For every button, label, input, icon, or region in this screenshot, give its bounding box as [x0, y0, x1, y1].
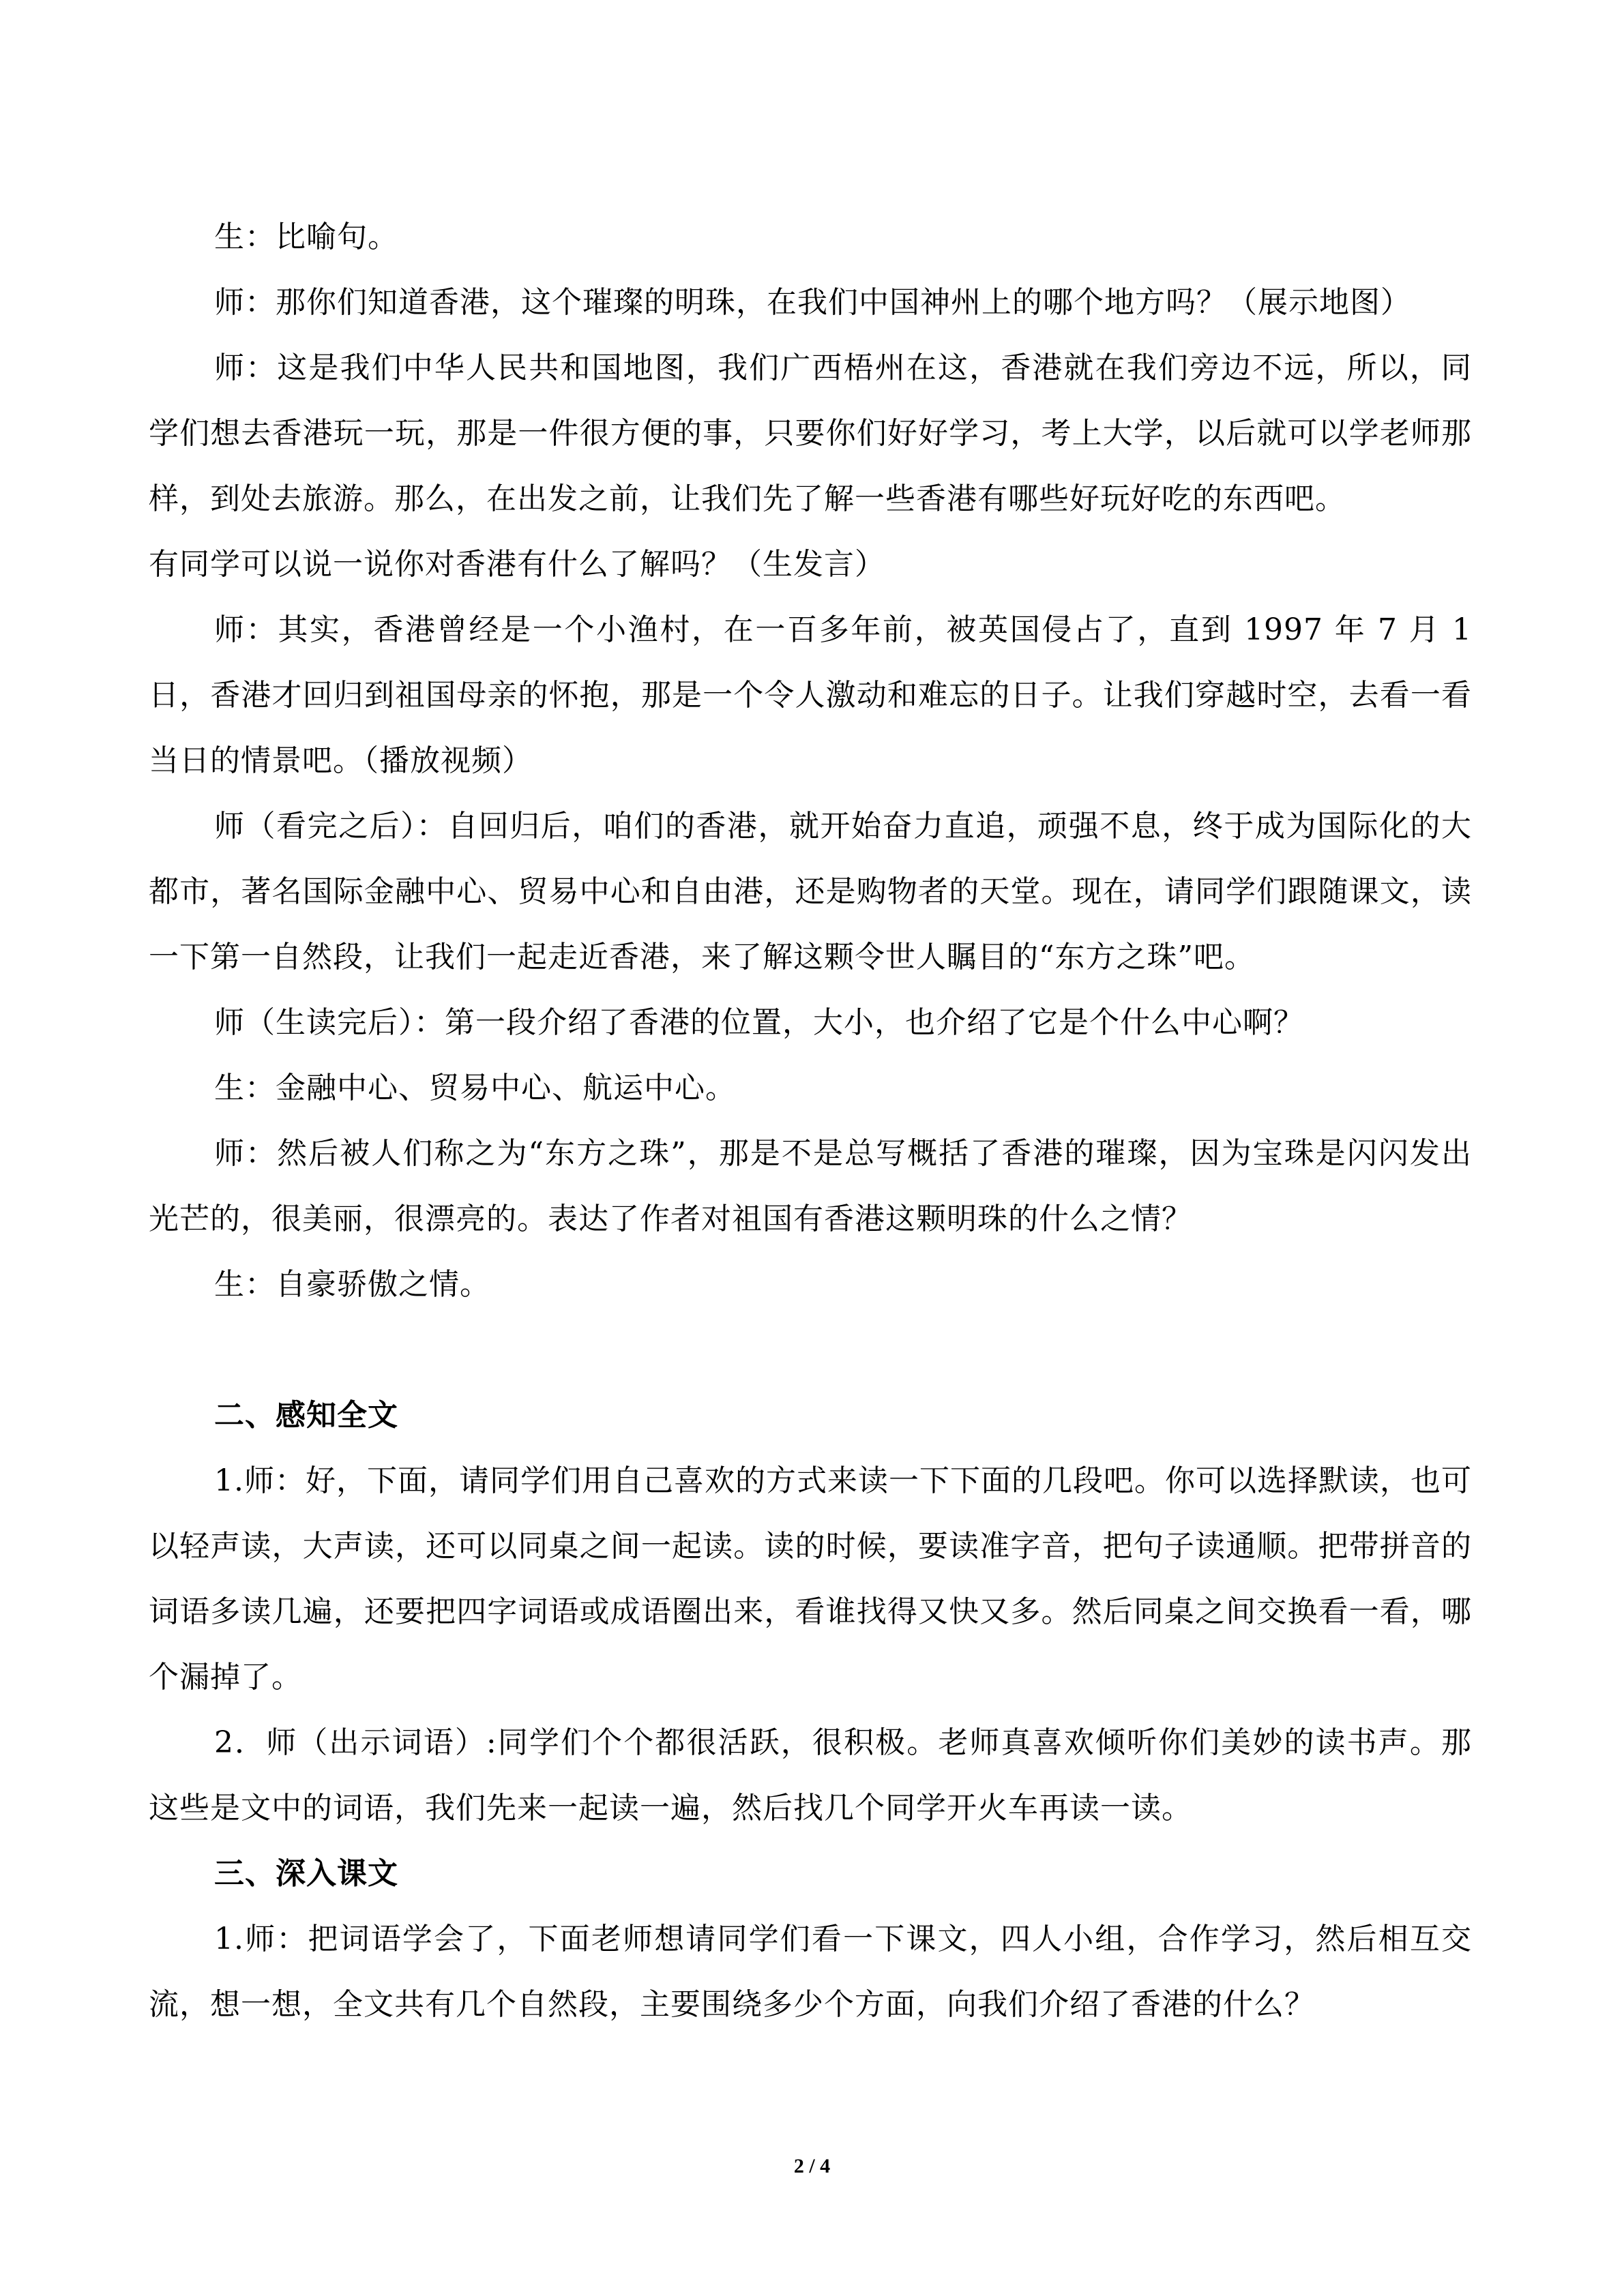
- paragraph: 师：其实，香港曾经是一个小渔村，在一百多年前，被英国侵占了，直到 1997 年 7 月 1 日，香港才回归到祖国母亲的怀抱，那是一个令人激动和难忘的日子。让我们穿越时空，去看一看当日的情景吧。（播放视频）: [149, 612, 1472, 778]
- paragraph: 1.师：好，下面，请同学们用自己喜欢的方式来读一下下面的几段吧。你可以选择默读，也可以轻声读，大声读，还可以同桌之间一起读。读的时候，要读准字音，把句子读通顺。把带拼音的词语多读几遍，还要把四字词语或成语圈出来，看谁找得又快又多。然后同桌之间交换看一看，哪个漏掉了。: [149, 1463, 1472, 1695]
- paragraph: 2．师（出示词语）:同学们个个都很活跃，很积极。老师真喜欢倾听你们美妙的读书声。那这些是文中的词语，我们先来一起读一遍，然后找几个同学开火车再读一读。: [149, 1725, 1472, 1825]
- paragraph: 师：那你们知道香港，这个璀璨的明珠，在我们中国神州上的哪个地方吗？（展示地图）: [214, 285, 1411, 320]
- page-number: 2 / 4: [793, 2155, 831, 2177]
- paragraph: 师：然后被人们称之为“东方之珠”，那是不是总写概括了香港的璀璨，因为宝珠是闪闪发出光芒的，很美丽，很漂亮的。表达了作者对祖国有香港这颗明珠的什么之情？: [149, 1136, 1472, 1236]
- section-heading: 二、感知全文: [214, 1398, 398, 1433]
- paragraph: 生：比喻句。: [214, 220, 398, 254]
- paragraph: 有同学可以说一说你对香港有什么了解吗？（生发言）: [149, 547, 885, 582]
- section-heading: 三、深入课文: [214, 1856, 398, 1891]
- paragraph: 生：自豪骄傲之情。: [214, 1267, 490, 1302]
- document-body: [149, 205, 1472, 2038]
- paragraph: 师（看完之后）：自回归后，咱们的香港，就开始奋力直追，顽强不息，终于成为国际化的大都市，著名国际金融中心、贸易中心和自由港，还是购物者的天堂。现在，请同学们跟随课文，读一下第一自然段，让我们一起走近香港，来了解这颗令世人瞩目的“东方之珠”吧。: [149, 809, 1472, 974]
- paragraph: 1.师：把词语学会了，下面老师想请同学们看一下课文，四人小组，合作学习，然后相互交流，想一想，全文共有几个自然段，主要围绕多少个方面，向我们介绍了香港的什么？: [149, 1922, 1472, 2022]
- paragraph: 生：金融中心、贸易中心、航运中心。: [214, 1071, 736, 1105]
- paragraph: 师：这是我们中华人民共和国地图，我们广西梧州在这，香港就在我们旁边不远，所以，同学们想去香港玩一玩，那是一件很方便的事，只要你们好好学习，考上大学，以后就可以学老师那样，到处去旅游。那么，在出发之前，让我们先了解一些香港有哪些好玩好吃的东西吧。: [149, 351, 1472, 516]
- paragraph: 师（生读完后）：第一段介绍了香港的位置，大小，也介绍了它是个什么中心啊？: [214, 1005, 1304, 1040]
- blank-line: [149, 1317, 1472, 1383]
